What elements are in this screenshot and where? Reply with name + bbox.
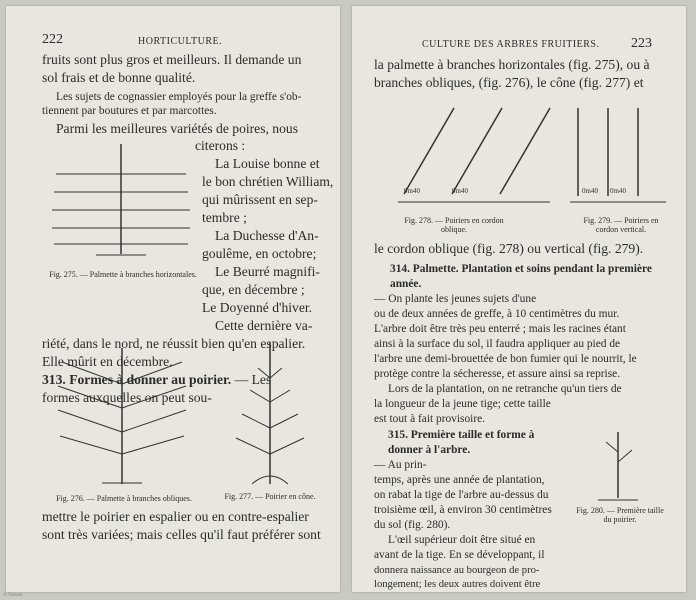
page-number-left: 222 [42, 32, 63, 47]
text-line: le cordon oblique (fig. 278) ou vertical (fig. 279). [374, 241, 644, 256]
text-line: La Louise bonne et [215, 156, 320, 171]
caption-fig276: Fig. 276. — Palmette à branches obliques. [56, 494, 192, 503]
fig280-illustration [578, 422, 658, 502]
fig279-label-d: 0m40 [610, 187, 626, 195]
section-314-heading [390, 262, 660, 292]
text-line: goulême, en octobre; [202, 246, 317, 261]
text-line: citerons : [195, 138, 246, 153]
text-line: branches obliques, (fig. 276), le cône (fig. 277) et [374, 75, 644, 90]
text-line: du sol (fig. 280). [374, 519, 451, 531]
text-line: Les sujets de cognassier employés pour la greffe s'ob- [56, 91, 302, 103]
text-line: sol frais et de bonne qualité. [42, 70, 196, 85]
caption-fig280: Fig. 280. — Première taille du poirier. [576, 506, 664, 524]
page-number-right: 223 [631, 36, 652, 51]
text-line: ainsi à la surface du sol, il faudra appliquer au pied de [374, 338, 621, 350]
text-line: protège contre la sécheresse, et assure ainsi sa reprise. [374, 368, 621, 380]
caption-fig279: Fig. 279. — Poiriers en cordon vertical. [583, 216, 659, 234]
text-line: La Duchesse d'An- [215, 228, 319, 243]
text-line: Parmi les meilleures variétés de poires, nous [56, 121, 298, 136]
text-line: sont très variées; mais celles qu'il faut préférer sont [42, 527, 321, 542]
fig276-illustration [52, 344, 192, 488]
text-line: Lors de la plantation, on ne retranche qu'un tiers de [388, 383, 622, 395]
text-line: tiennent par boutures et par marcottes. [42, 105, 217, 117]
caption-fig278: Fig. 278. — Poiriers en cordon oblique. [404, 216, 504, 234]
section-title: Palmette. Plantation et soins pendant la première année. [390, 263, 652, 290]
text-line: Le Beurré magnifi- [215, 264, 320, 279]
text-line: L'œil supérieur doit être situé en [388, 534, 536, 546]
fig275-illustration [46, 134, 196, 264]
text-line: Le Doyenné d'hiver. [202, 300, 313, 315]
text-line: L'arbre doit être très peu enterré ; mais les racines étant [374, 323, 626, 335]
text-line: fruits sont plus gros et meilleurs. Il demande un [42, 52, 302, 67]
fig279-label-c: 0m40 [582, 187, 598, 195]
section-number: 313. [42, 372, 66, 387]
caption-fig275: Fig. 275. — Palmette à branches horizontales. [49, 270, 197, 279]
running-head-left: HORTICULTURE. [138, 36, 223, 47]
section-315-heading [388, 428, 566, 458]
text-line: avant de la tige. En se développant, il [374, 549, 545, 561]
text-line: que, en décembre ; [202, 282, 305, 297]
left-page [6, 6, 340, 592]
text-line: formes auxquelles on peut sou- [42, 390, 212, 405]
section-number: 314. [390, 263, 410, 275]
section-title: Formes à donner au poirier. [69, 372, 232, 387]
text-line: riété, dans le nord, ne réussit bien qu'en espalier. [42, 336, 306, 351]
section-number: 315. [388, 429, 408, 441]
text-line: troisième œil, à environ 30 centimètres [374, 504, 552, 516]
text-line: temps, après une année de plantation, [374, 474, 545, 486]
text-line: Cette dernière va- [215, 318, 313, 333]
text-line: Elle mûrit en décembre. [42, 354, 173, 369]
text-line: — On plante les jeunes sujets d'une [374, 293, 537, 305]
section-after: — Les [231, 372, 272, 387]
text-line: donnera naissance au bourgeon de pro- [374, 565, 540, 576]
text-line: la longueur de la jeune tige; cette taille [374, 398, 551, 410]
viewer-stamp: © Viewer [3, 593, 23, 598]
text-line: on rabat la tige de l'arbre au-dessus du [374, 489, 549, 501]
right-page [352, 6, 686, 592]
running-head-right: CULTURE DES ARBRES FRUITIERS. [422, 39, 600, 50]
section-title: Première taille et forme à donner à l'arbre. [388, 429, 535, 456]
text-line: le bon chrétien William, [202, 174, 334, 189]
text-line: — Au prin- [374, 459, 427, 471]
text-line: longement; les deux autres doivent être [374, 579, 541, 590]
caption-fig277: Fig. 277. — Poirier en cône. [224, 492, 316, 501]
text-line: tembre ; [202, 210, 247, 225]
text-line: l'arbre une demi-brouettée de bon fumier qui le nourrit, le [374, 353, 637, 365]
text-line: la palmette à branches horizontales (fig. 275), ou à [374, 57, 650, 72]
text-line: mettre le poirier en espalier ou en contre-espalier [42, 509, 309, 524]
text-line: est tout à fait provisoire. [374, 413, 486, 425]
fig277-illustration [230, 338, 310, 488]
text-line: qui mûrissent en sep- [202, 192, 318, 207]
fig278-label-b: 0m40 [452, 187, 468, 195]
text-line: ou de deux années de greffe, à 10 centimètres du mur. [374, 308, 620, 320]
fig278-label-a: 0m40 [404, 187, 420, 195]
